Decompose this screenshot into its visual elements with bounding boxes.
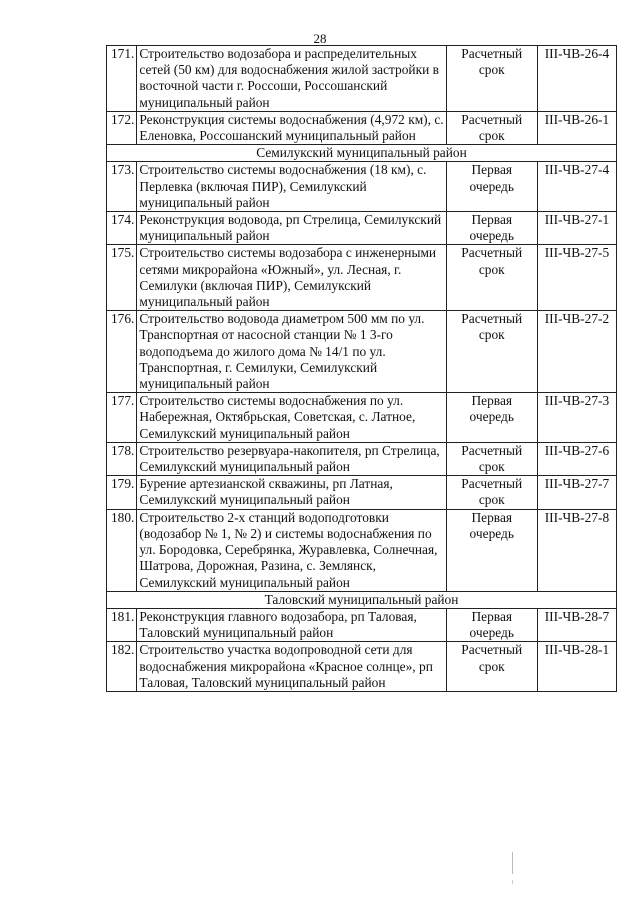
scan-artifact-line (512, 852, 513, 874)
row-description: Строительство системы водозабора с инженерными сетями микрорайона «Южный», ул. Лесная, г. Семилуки (включая ПИР), Семилукский муниципальный район (137, 245, 446, 311)
row-code: III-ЧВ-27-2 (537, 311, 616, 393)
row-code: III-ЧВ-27-8 (537, 509, 616, 591)
table-row (107, 509, 617, 591)
row-term: Расчетный срок (446, 442, 537, 475)
row-term: Первая очередь (446, 608, 537, 641)
projects-table (106, 45, 617, 692)
projects-table-body (107, 46, 617, 692)
table-row (107, 642, 617, 692)
row-description: Строительство резервуара-накопителя, рп Стрелица, Семилукский муниципальный район (137, 442, 446, 475)
page-number: 28 (313, 31, 327, 46)
row-number: 180. (107, 509, 137, 591)
row-description: Строительство водовода диаметром 500 мм по ул. Транспортная от насосной станции № 1 3-го водоподъема до жилого дома № 14/1 по ул. Транспортная, г. Семилуки, Семилукский муниципальный район (137, 311, 446, 393)
row-term: Расчетный срок (446, 476, 537, 509)
table-row (107, 162, 617, 212)
table-row (107, 311, 617, 393)
row-description: Реконструкция водовода, рп Стрелица, Семилукский муниципальный район (137, 212, 446, 245)
table-row (107, 393, 617, 443)
row-number: 182. (107, 642, 137, 692)
row-code: III-ЧВ-27-6 (537, 442, 616, 475)
row-code: III-ЧВ-27-5 (537, 245, 616, 311)
section-row (107, 591, 617, 608)
row-number: 174. (107, 212, 137, 245)
row-term: Расчетный срок (446, 311, 537, 393)
table-row (107, 442, 617, 475)
row-number: 181. (107, 608, 137, 641)
table-row (107, 46, 617, 112)
row-description: Строительство участка водопроводной сети для водоснабжения микрорайона «Красное солнце», рп Таловая, Таловский муниципальный район (137, 642, 446, 692)
row-description: Бурение артезианской скважины, рп Латная, Семилукский муниципальный район (137, 476, 446, 509)
row-number: 173. (107, 162, 137, 212)
row-description: Строительство 2-х станций водоподготовки (водозабор № 1, № 2) и системы водоснабжения по ул. Бородовка, Серебрянка, Журавлевка, Солнечная, Шатрова, Дорожная, Разина, с. Землянск, Семилукский муниципальный район (137, 509, 446, 591)
table-row (107, 212, 617, 245)
row-description: Реконструкция главного водозабора, рп Таловая, Таловский муниципальный район (137, 608, 446, 641)
row-code: III-ЧВ-28-1 (537, 642, 616, 692)
row-number: 177. (107, 393, 137, 443)
section-title: Семилукский муниципальный район (107, 145, 617, 162)
row-term: Расчетный срок (446, 111, 537, 144)
row-description: Реконструкция системы водоснабжения (4,972 км), с. Еленовка, Россошанский муниципальный район (137, 111, 446, 144)
table-row (107, 111, 617, 144)
row-term: Расчетный срок (446, 46, 537, 112)
row-term: Расчетный срок (446, 245, 537, 311)
section-title: Таловский муниципальный район (107, 591, 617, 608)
row-term: Расчетный срок (446, 642, 537, 692)
row-term: Первая очередь (446, 212, 537, 245)
row-code: III-ЧВ-26-4 (537, 46, 616, 112)
table-row (107, 245, 617, 311)
row-code: III-ЧВ-27-7 (537, 476, 616, 509)
row-number: 179. (107, 476, 137, 509)
row-code: III-ЧВ-28-7 (537, 608, 616, 641)
row-number: 172. (107, 111, 137, 144)
row-term: Первая очередь (446, 509, 537, 591)
row-code: III-ЧВ-27-3 (537, 393, 616, 443)
row-number: 171. (107, 46, 137, 112)
section-row (107, 145, 617, 162)
table-row (107, 476, 617, 509)
scan-artifact-dot (512, 880, 513, 884)
row-number: 175. (107, 245, 137, 311)
row-code: III-ЧВ-26-1 (537, 111, 616, 144)
row-number: 176. (107, 311, 137, 393)
row-code: III-ЧВ-27-1 (537, 212, 616, 245)
row-number: 178. (107, 442, 137, 475)
row-description: Строительство системы водоснабжения по ул. Набережная, Октябрьская, Советская, с. Латное, Семилукский муниципальный район (137, 393, 446, 443)
table-row (107, 608, 617, 641)
row-term: Первая очередь (446, 162, 537, 212)
row-code: III-ЧВ-27-4 (537, 162, 616, 212)
row-term: Первая очередь (446, 393, 537, 443)
row-description: Строительство системы водоснабжения (18 км), с. Перлевка (включая ПИР), Семилукский муниципальный район (137, 162, 446, 212)
row-description: Строительство водозабора и распределительных сетей (50 км) для водоснабжения жилой застройки в восточной части г. Россоши, Россошанский муниципальный район (137, 46, 446, 112)
